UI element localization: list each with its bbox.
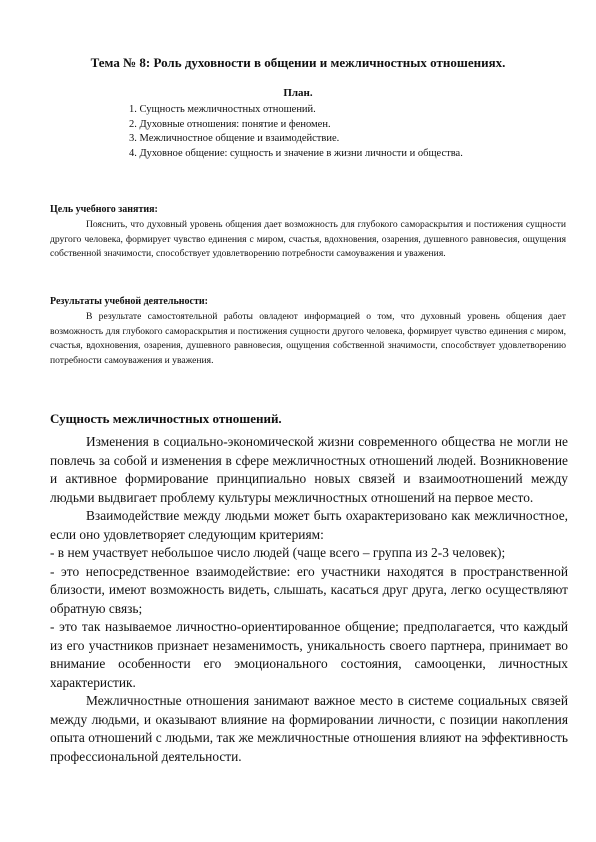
bullet-item: - это непосредственное взаимодействие: его участники находятся в пространственной близости, имеют возможность видеть, слышать, касаться друг друга, легко осуществляют обратную связь; xyxy=(50,563,568,616)
section-title: Сущность межличностных отношений. xyxy=(50,411,282,426)
paragraph: Межличностные отношения занимают важное место в системе социальных связей между людьми, и оказывают влияние на формировании личности, с позиции накопления опыта отношений с людьми, так же межличностные отношения влияют на эффективность профессиональной деятельности. xyxy=(50,693,568,764)
plan-item: 3. Межличностное общение и взаимодействие. xyxy=(129,133,340,144)
results-section xyxy=(50,295,566,369)
plan-list xyxy=(129,103,569,161)
section-body xyxy=(50,433,568,766)
bullet-item: - это так называемое личностно-ориентированное общение; предполагается, что каждый из его участников признает незаменимость, уникальность своего партнера, принимает во внимание особенности его эмоционального состояния, самооценки, личностных характеристик. xyxy=(50,619,568,690)
goal-text: Пояснить, что духовный уровень общения дает возможность для глубокого самораскрытия и постижения сущности другого человека, формирует чувство единения с миром, счастья, вдохновения, озарения, душевного равновесия, ощущения собственной значимости, способствует удовлетворению потребности самоуважения и уважения. xyxy=(50,218,566,260)
goal-section xyxy=(50,203,566,262)
bullet-item: - в нем участвует небольшое число людей (чаще всего – группа из 2-3 человек); xyxy=(50,545,506,560)
plan-item: 4. Духовное общение: сущность и значение в жизни личности и общества. xyxy=(129,147,463,159)
results-heading: Результаты учебной деятельности: xyxy=(50,296,208,307)
paragraph: Изменения в социально-экономической жизни современного общества не могли не повлечь за собой и изменения в сфере межличностных отношений людей. Возникновение и активное формирование принципиально новых связей и взаимоотношений между людьми выдвигает проблему культуры межличностных отношений на первое место. xyxy=(50,434,568,505)
results-text: В результате самостоятельной работы овладеют информацией о том, что духовный уровень общения дает возможность для глубокого самораскрытия и постижения сущности другого человека, формирует чувство единения с миром, счастья, вдохновения, озарения, душевного равновесия, ощущения собственной значимости, способствует удовлетворению потребности самоуважения и уважения. xyxy=(50,310,566,367)
goal-heading: Цель учебного занятия: xyxy=(50,204,158,215)
plan-heading: План. xyxy=(283,87,313,99)
plan-item: 2. Духовные отношения: понятие и феномен. xyxy=(129,118,331,130)
document-title: Тема № 8: Роль духовности в общении и межличностных отношениях. xyxy=(90,55,506,70)
paragraph: Взаимодействие между людьми может быть охарактеризовано как межличностное, если оно удовлетворяет следующим критериям: xyxy=(50,508,568,542)
plan-item: 1. Сущность межличностных отношений. xyxy=(129,104,316,115)
